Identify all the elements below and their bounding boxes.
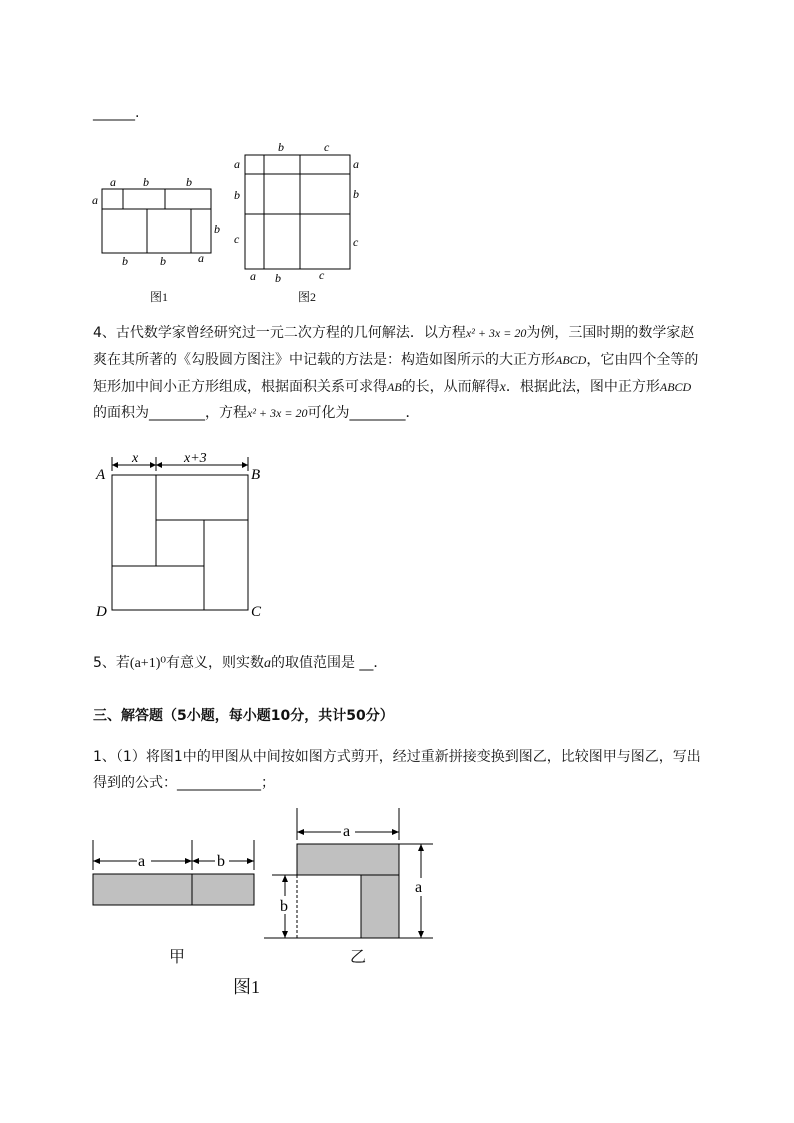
q4-line4-text-a: 的面积为________，方程 [93,405,247,421]
fig1-right-label: b [214,222,220,236]
yi-rect-right [361,875,399,938]
figure-1-jia-yi-caption: 图1 [233,977,260,997]
fig2-left-label-b: b [234,188,240,202]
yi-a-right-label: a [415,879,423,896]
q4-line-1 [93,323,694,343]
q5-middle: 有意义，则实数 [165,655,264,671]
fig1-bottom-label-b2: b [160,254,166,268]
yi-b-label: b [280,898,288,915]
jia-caption: 甲 [169,947,186,966]
fig1-top-label-a: a [110,175,116,189]
jia-rect-right [192,874,254,905]
abcd-label-D: D [96,604,107,620]
top-blank: ______. [93,105,140,121]
q5-line [93,653,387,674]
q4-abcd-2: ABCD [659,380,692,394]
figure-2-caption: 图2 [298,290,317,304]
q4-line4-text-b: 可化为________． [307,405,420,421]
q4-abcd: ABCD [555,353,587,367]
figure-2-diagram [230,138,365,286]
q4-equation: x² + 3x = 20 [465,326,527,340]
q5-suffix: 的取值范围是 __． [270,655,388,671]
q4-x: x [499,380,506,395]
figure-1-caption: 图1 [150,290,169,304]
fig1-top-label-b2: b [186,175,192,189]
q4-line3-text-a: 矩形加中间小正方形组成，根据面积关系可求得 [93,379,387,395]
yi-rect-top [297,844,399,875]
fig2-bottom-label-b: b [275,271,281,285]
fig2-bottom-label-a: a [250,269,256,283]
jia-rect-left [93,874,192,905]
q4-equation-2: x² + 3x = 20 [247,406,308,420]
abcd-square-diagram [92,445,272,625]
q4-line1-text-b: 为例，三国时期的数学家赵 [526,325,695,341]
q4-line3-text-c: ．根据此法，图中正方形 [505,379,660,395]
q5-expression: (a+1)⁰ [129,656,166,671]
yi-caption: 乙 [350,947,367,966]
q4-line2-text-b: ，它由四个全等的 [586,352,699,368]
abcd-x-label: x [132,451,139,466]
abcd-label-B: B [251,467,261,483]
fig1-bottom-label-a: a [198,251,204,265]
jia-b-label: b [217,853,225,870]
fig2-left-label-a: a [234,157,240,171]
section-3-heading: 三、解答题（5小题，每小题10分，共计50分） [93,708,394,724]
jia-yi-diagram [88,808,438,958]
q5-variable-a: a [263,656,271,671]
yi-a-top-label: a [343,823,351,840]
q4-line-3 [93,377,691,398]
figure-1-diagram [88,170,228,270]
q4-line2-text-a: 爽在其所著的《勾股圆方图注》中记载的方法是：构造如图所示的大正方形 [93,352,555,368]
q1-line-1: 1、（1）将图1中的甲图从中间按如图方式剪开，经过重新拼接变换到图乙，比较图甲与图乙，写出 [93,749,701,765]
fig2-top-label-b: b [278,140,284,154]
q5-prefix: 5、若 [93,655,130,671]
abcd-label-A: A [96,467,106,483]
q1-line-2: 得到的公式：____________； [93,775,275,791]
jia-a-label: a [138,853,146,870]
fig2-bottom-label-c: c [319,268,325,282]
q4-line3-text-b: 的长，从而解得 [401,379,500,395]
q4-line1-text-a: 4、古代数学家曾经研究过一元二次方程的几何解法．以方程 [93,325,466,341]
fig2-right-label-a: a [353,157,359,171]
abcd-label-C: C [251,604,262,620]
fig1-left-label: a [92,193,98,207]
fig2-top-label-c: c [324,140,330,154]
fig1-bottom-label-b1: b [122,254,128,268]
fig1-top-label-b1: b [143,175,149,189]
fig2-right-label-c: c [353,235,359,249]
abcd-x3-label: x+3 [184,451,207,466]
q4-line-2 [93,350,698,370]
q4-line-4 [93,403,419,423]
q4-ab: AB [387,380,402,394]
fig2-right-label-b: b [353,187,359,201]
fig2-left-label-c: c [234,232,240,246]
